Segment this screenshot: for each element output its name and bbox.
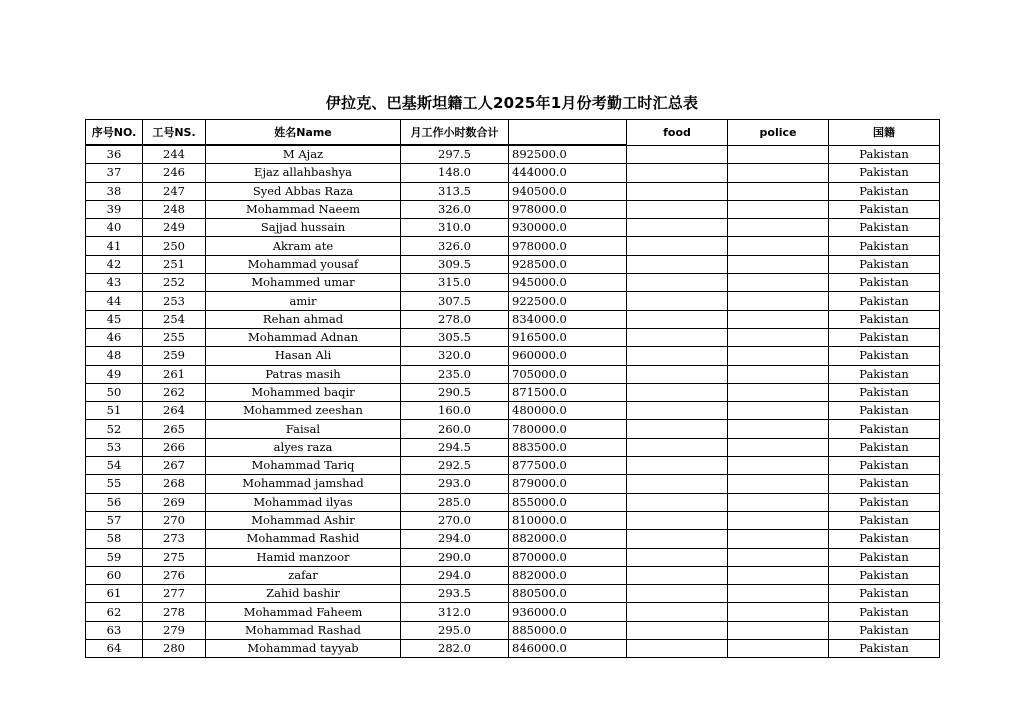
cell-police [728,621,829,639]
cell-monthly-hours: 282.0 [401,640,509,658]
cell-police [728,566,829,584]
cell-food [627,383,728,401]
cell-police [728,475,829,493]
cell-nationality: Pakistan [829,164,940,182]
cell-food [627,274,728,292]
cell-name: Ejaz allahbashya [206,164,401,182]
cell-monthly-hours: 290.5 [401,383,509,401]
cell-nationality: Pakistan [829,200,940,218]
cell-serial-no: 45 [86,310,143,328]
cell-name: Mohammad Rashid [206,530,401,548]
cell-food [627,292,728,310]
cell-serial-no: 62 [86,603,143,621]
table-row [86,219,940,237]
cell-name: Hasan Ali [206,347,401,365]
cell-police [728,548,829,566]
cell-food [627,493,728,511]
cell-amount: 978000.0 [509,237,627,255]
table-row [86,145,940,164]
cell-amount: 870000.0 [509,548,627,566]
cell-serial-no: 42 [86,255,143,273]
cell-nationality: Pakistan [829,347,940,365]
cell-worker-id: 277 [143,585,206,603]
cell-worker-id: 249 [143,219,206,237]
cell-food [627,402,728,420]
cell-name: Mohammad Adnan [206,328,401,346]
table-row [86,255,940,273]
cell-serial-no: 43 [86,274,143,292]
cell-police [728,237,829,255]
cell-food [627,219,728,237]
cell-worker-id: 246 [143,164,206,182]
cell-monthly-hours: 292.5 [401,457,509,475]
cell-food [627,182,728,200]
cell-serial-no: 57 [86,511,143,529]
header-police: police [728,120,829,146]
cell-serial-no: 48 [86,347,143,365]
cell-police [728,402,829,420]
cell-amount: 877500.0 [509,457,627,475]
table-row [86,420,940,438]
cell-food [627,511,728,529]
table-row [86,530,940,548]
table-row [86,200,940,218]
table-row [86,457,940,475]
cell-monthly-hours: 307.5 [401,292,509,310]
cell-nationality: Pakistan [829,255,940,273]
cell-nationality: Pakistan [829,402,940,420]
cell-nationality: Pakistan [829,274,940,292]
table-row [86,237,940,255]
cell-name: M Ajaz [206,145,401,164]
cell-amount: 978000.0 [509,200,627,218]
cell-amount: 930000.0 [509,219,627,237]
cell-name: Mohammad ilyas [206,493,401,511]
cell-name: Mohammad Rashad [206,621,401,639]
cell-worker-id: 252 [143,274,206,292]
cell-name: Mohammed zeeshan [206,402,401,420]
cell-serial-no: 64 [86,640,143,658]
cell-name: Mohammad Faheem [206,603,401,621]
table-row [86,292,940,310]
cell-serial-no: 50 [86,383,143,401]
cell-worker-id: 244 [143,145,206,164]
cell-worker-id: 279 [143,621,206,639]
cell-name: Mohammad tayyab [206,640,401,658]
cell-food [627,200,728,218]
cell-name: Mohammad Ashir [206,511,401,529]
table-row [86,621,940,639]
cell-monthly-hours: 313.5 [401,182,509,200]
cell-police [728,585,829,603]
cell-police [728,328,829,346]
table-row [86,548,940,566]
cell-monthly-hours: 315.0 [401,274,509,292]
cell-police [728,457,829,475]
cell-name: zafar [206,566,401,584]
cell-nationality: Pakistan [829,237,940,255]
cell-amount: 916500.0 [509,328,627,346]
cell-serial-no: 55 [86,475,143,493]
table-row [86,603,940,621]
cell-monthly-hours: 160.0 [401,402,509,420]
cell-food [627,365,728,383]
cell-worker-id: 270 [143,511,206,529]
cell-nationality: Pakistan [829,145,940,164]
cell-nationality: Pakistan [829,438,940,456]
header-name: 姓名Name [206,120,401,146]
cell-amount: 846000.0 [509,640,627,658]
cell-monthly-hours: 295.0 [401,621,509,639]
cell-monthly-hours: 305.5 [401,328,509,346]
table-row [86,365,940,383]
cell-worker-id: 259 [143,347,206,365]
cell-nationality: Pakistan [829,603,940,621]
cell-worker-id: 278 [143,603,206,621]
cell-police [728,530,829,548]
cell-monthly-hours: 293.5 [401,585,509,603]
cell-nationality: Pakistan [829,182,940,200]
cell-name: Akram ate [206,237,401,255]
table-row [86,640,940,658]
cell-police [728,365,829,383]
table-row [86,493,940,511]
cell-monthly-hours: 285.0 [401,493,509,511]
table-row [86,566,940,584]
cell-police [728,493,829,511]
cell-worker-id: 268 [143,475,206,493]
cell-worker-id: 269 [143,493,206,511]
cell-amount: 892500.0 [509,145,627,164]
cell-serial-no: 41 [86,237,143,255]
cell-serial-no: 56 [86,493,143,511]
cell-nationality: Pakistan [829,548,940,566]
cell-name: Patras masih [206,365,401,383]
cell-serial-no: 52 [86,420,143,438]
cell-food [627,438,728,456]
document-title: 伊拉克、巴基斯坦籍工人2025年1月份考勤工时汇总表 [325,94,699,112]
cell-serial-no: 54 [86,457,143,475]
cell-nationality: Pakistan [829,328,940,346]
cell-monthly-hours: 320.0 [401,347,509,365]
cell-worker-id: 267 [143,457,206,475]
cell-serial-no: 44 [86,292,143,310]
table-row [86,310,940,328]
cell-amount: 883500.0 [509,438,627,456]
cell-food [627,310,728,328]
table-row [86,585,940,603]
cell-amount: 879000.0 [509,475,627,493]
cell-monthly-hours: 235.0 [401,365,509,383]
cell-nationality: Pakistan [829,511,940,529]
cell-police [728,274,829,292]
cell-nationality: Pakistan [829,219,940,237]
cell-amount: 834000.0 [509,310,627,328]
table-row [86,383,940,401]
cell-amount: 810000.0 [509,511,627,529]
cell-amount: 871500.0 [509,383,627,401]
cell-amount: 885000.0 [509,621,627,639]
cell-amount: 882000.0 [509,566,627,584]
cell-monthly-hours: 310.0 [401,219,509,237]
cell-food [627,164,728,182]
cell-food [627,585,728,603]
cell-monthly-hours: 278.0 [401,310,509,328]
cell-police [728,383,829,401]
attendance-table [85,119,940,658]
cell-name: Mohammad Naeem [206,200,401,218]
cell-serial-no: 60 [86,566,143,584]
cell-amount: 922500.0 [509,292,627,310]
cell-worker-id: 247 [143,182,206,200]
cell-police [728,255,829,273]
cell-food [627,457,728,475]
table-body [86,145,940,658]
cell-food [627,621,728,639]
table-row [86,164,940,182]
cell-name: alyes raza [206,438,401,456]
cell-amount: 780000.0 [509,420,627,438]
table-row [86,328,940,346]
cell-food [627,548,728,566]
cell-amount: 444000.0 [509,164,627,182]
table-row [86,511,940,529]
cell-nationality: Pakistan [829,585,940,603]
cell-worker-id: 275 [143,548,206,566]
cell-food [627,640,728,658]
cell-worker-id: 264 [143,402,206,420]
cell-nationality: Pakistan [829,566,940,584]
cell-worker-id: 262 [143,383,206,401]
cell-amount: 960000.0 [509,347,627,365]
header-food: food [627,120,728,146]
cell-nationality: Pakistan [829,310,940,328]
cell-nationality: Pakistan [829,420,940,438]
cell-monthly-hours: 290.0 [401,548,509,566]
cell-name: Mohammed baqir [206,383,401,401]
cell-food [627,475,728,493]
cell-serial-no: 59 [86,548,143,566]
cell-worker-id: 253 [143,292,206,310]
cell-police [728,310,829,328]
cell-police [728,219,829,237]
cell-worker-id: 273 [143,530,206,548]
cell-police [728,145,829,164]
cell-monthly-hours: 294.0 [401,566,509,584]
header-serial-no: 序号NO. [86,120,143,146]
cell-worker-id: 280 [143,640,206,658]
cell-food [627,603,728,621]
cell-name: Syed Abbas Raza [206,182,401,200]
cell-amount: 936000.0 [509,603,627,621]
header-monthly-hours: 月工作小时数合计 [401,120,509,146]
cell-food [627,566,728,584]
cell-amount: 855000.0 [509,493,627,511]
cell-food [627,420,728,438]
cell-monthly-hours: 294.0 [401,530,509,548]
cell-monthly-hours: 309.5 [401,255,509,273]
cell-food [627,255,728,273]
cell-worker-id: 254 [143,310,206,328]
cell-monthly-hours: 293.0 [401,475,509,493]
header-worker-id: 工号NS. [143,120,206,146]
cell-monthly-hours: 297.5 [401,145,509,164]
cell-nationality: Pakistan [829,383,940,401]
cell-serial-no: 49 [86,365,143,383]
cell-worker-id: 276 [143,566,206,584]
table-row [86,438,940,456]
cell-food [627,145,728,164]
cell-worker-id: 250 [143,237,206,255]
cell-amount: 880500.0 [509,585,627,603]
table-row [86,475,940,493]
cell-amount: 882000.0 [509,530,627,548]
table-header-row [86,120,940,146]
cell-worker-id: 248 [143,200,206,218]
cell-police [728,438,829,456]
cell-serial-no: 37 [86,164,143,182]
cell-serial-no: 63 [86,621,143,639]
cell-police [728,182,829,200]
cell-police [728,292,829,310]
cell-food [627,237,728,255]
cell-serial-no: 51 [86,402,143,420]
cell-monthly-hours: 312.0 [401,603,509,621]
cell-monthly-hours: 326.0 [401,200,509,218]
cell-serial-no: 38 [86,182,143,200]
cell-nationality: Pakistan [829,621,940,639]
cell-nationality: Pakistan [829,292,940,310]
cell-name: Rehan ahmad [206,310,401,328]
cell-name: Mohammad yousaf [206,255,401,273]
cell-serial-no: 40 [86,219,143,237]
cell-police [728,511,829,529]
cell-police [728,420,829,438]
cell-serial-no: 53 [86,438,143,456]
cell-name: Faisal [206,420,401,438]
header-amount [509,120,627,146]
cell-monthly-hours: 294.5 [401,438,509,456]
cell-name: Sajjad hussain [206,219,401,237]
cell-food [627,347,728,365]
cell-police [728,164,829,182]
cell-nationality: Pakistan [829,365,940,383]
cell-food [627,328,728,346]
cell-amount: 480000.0 [509,402,627,420]
cell-monthly-hours: 148.0 [401,164,509,182]
cell-police [728,347,829,365]
cell-police [728,200,829,218]
cell-serial-no: 46 [86,328,143,346]
cell-nationality: Pakistan [829,493,940,511]
cell-monthly-hours: 260.0 [401,420,509,438]
cell-amount: 928500.0 [509,255,627,273]
cell-worker-id: 266 [143,438,206,456]
cell-serial-no: 61 [86,585,143,603]
cell-name: Mohammad Tariq [206,457,401,475]
cell-name: Mohammed umar [206,274,401,292]
header-nationality: 国籍 [829,120,940,146]
cell-name: Hamid manzoor [206,548,401,566]
cell-food [627,530,728,548]
cell-name: Zahid bashir [206,585,401,603]
cell-monthly-hours: 326.0 [401,237,509,255]
cell-serial-no: 58 [86,530,143,548]
cell-name: amir [206,292,401,310]
cell-name: Mohammad jamshad [206,475,401,493]
cell-serial-no: 36 [86,145,143,164]
table-row [86,182,940,200]
table-row [86,274,940,292]
cell-worker-id: 251 [143,255,206,273]
table-row [86,347,940,365]
cell-worker-id: 265 [143,420,206,438]
table-row [86,402,940,420]
cell-amount: 940500.0 [509,182,627,200]
cell-amount: 705000.0 [509,365,627,383]
cell-nationality: Pakistan [829,530,940,548]
cell-police [728,603,829,621]
cell-nationality: Pakistan [829,457,940,475]
cell-nationality: Pakistan [829,475,940,493]
cell-monthly-hours: 270.0 [401,511,509,529]
cell-nationality: Pakistan [829,640,940,658]
cell-worker-id: 261 [143,365,206,383]
cell-amount: 945000.0 [509,274,627,292]
cell-worker-id: 255 [143,328,206,346]
cell-police [728,640,829,658]
cell-serial-no: 39 [86,200,143,218]
